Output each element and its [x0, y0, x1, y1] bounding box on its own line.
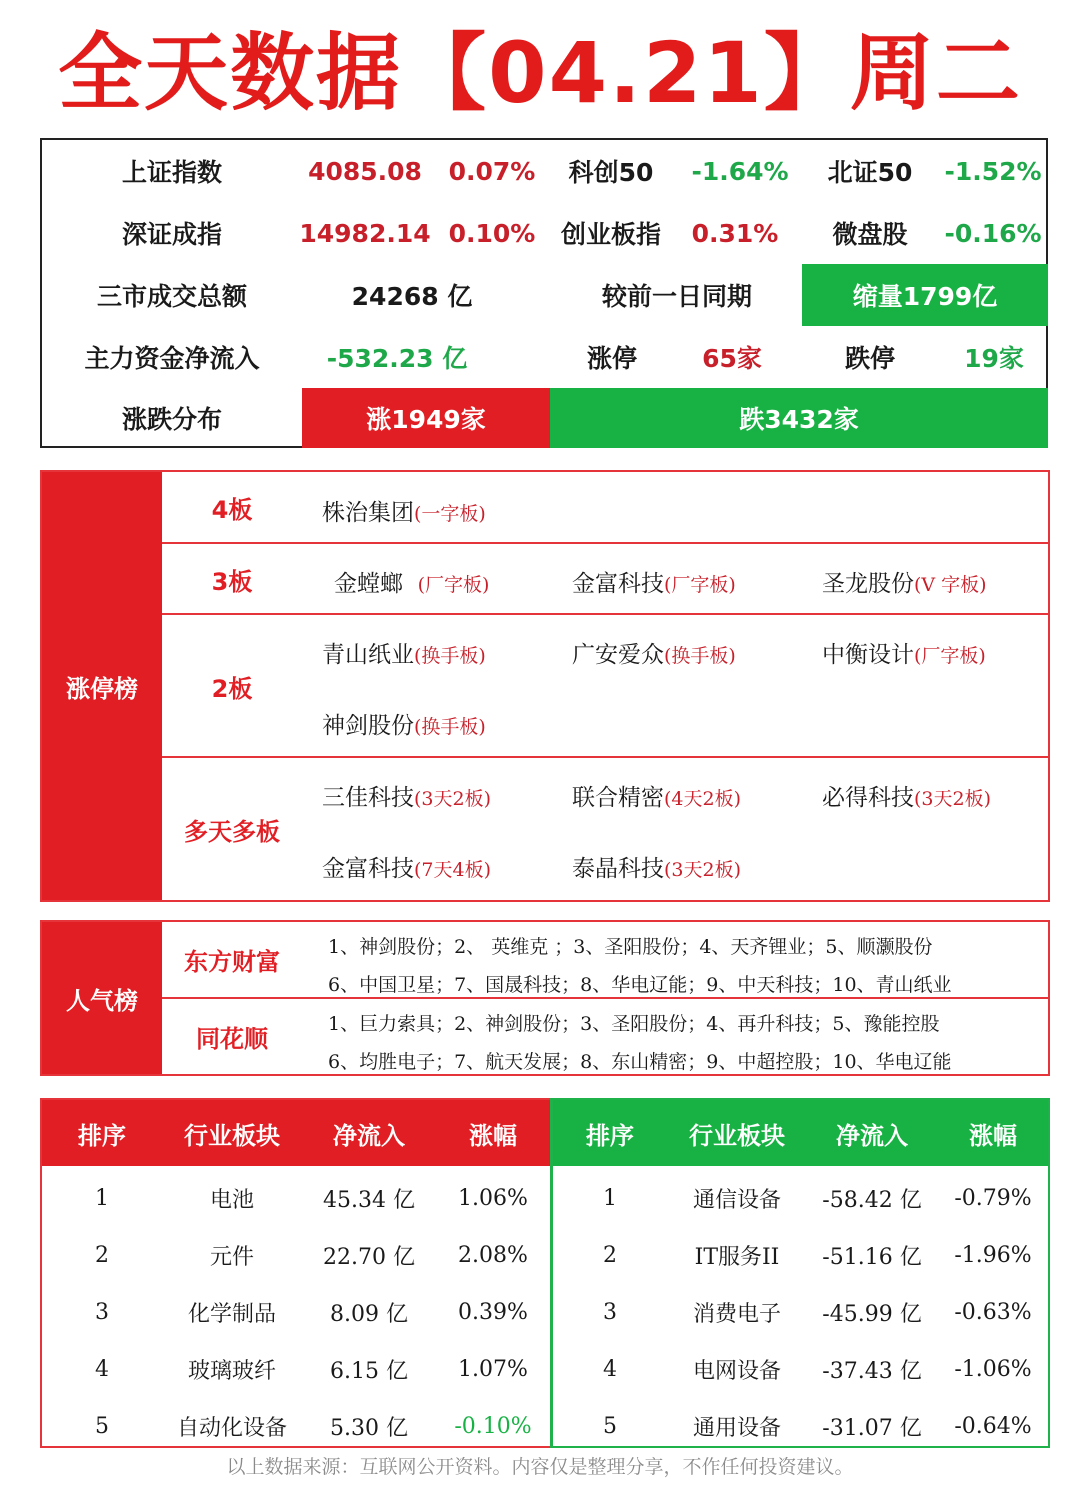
stock-item: 三佳科技(3天2板)	[322, 785, 492, 811]
level-4: 4板	[211, 495, 253, 524]
sector-cell: 玻璃玻纤	[187, 1359, 276, 1384]
bz50-label: 北证50	[827, 158, 913, 187]
change-cell: -1.06%	[954, 1357, 1032, 1382]
compare-label: 较前一日同期	[601, 282, 752, 311]
source-eastmoney: 东方财富	[184, 948, 280, 976]
stock-item: 必得科技(3天2板)	[822, 785, 992, 811]
change-cell: -1.96%	[954, 1243, 1032, 1268]
limitup-value: 65家	[702, 344, 762, 373]
rank-line: 6、中国卫星；7、国晟科技；8、华电辽能；9、中天科技；10、青山纸业	[328, 974, 952, 996]
market-summary	[40, 138, 1048, 448]
sector-cell: 消费电子	[692, 1302, 781, 1327]
change-cell: 1.06%	[458, 1186, 528, 1211]
rank-cell: 5	[95, 1414, 109, 1439]
col-rank-header: 排序	[586, 1121, 634, 1150]
popularity-board	[40, 920, 1050, 1076]
wp-label: 微盘股	[832, 220, 908, 249]
col-rank-header: 排序	[78, 1121, 126, 1150]
sector-cell: 通信设备	[692, 1188, 781, 1213]
wp-pct: -0.16%	[944, 218, 1042, 248]
stock-item: 青山纸业(换手板)	[322, 642, 486, 668]
inflow-cell: -51.16 亿	[822, 1245, 922, 1270]
stock-item: 圣龙股份(V 字板)	[822, 571, 987, 597]
inflow-cell: 6.15 亿	[330, 1359, 408, 1384]
rank-cell: 3	[95, 1300, 109, 1325]
sector-cell: 元件	[209, 1245, 254, 1270]
level-2: 2板	[211, 674, 253, 703]
rank-line: 1、神剑股份；2、 英维克 ；3、圣阳股份；4、天齐锂业；5、顺灏股份	[328, 936, 933, 958]
stock-item: 金富科技(7天4板)	[322, 856, 492, 882]
turnover-value: 24268 亿	[351, 282, 473, 311]
rank-cell: 4	[95, 1357, 109, 1382]
sector-cell: 电网设备	[692, 1359, 781, 1384]
flow-label: 主力资金净流入	[84, 344, 260, 373]
sector-cell: 通用设备	[692, 1416, 781, 1441]
rank-line: 6、均胜电子；7、航天发展；8、东山精密；9、中超控股；10、华电辽能	[328, 1051, 952, 1073]
inflow-cell: -37.43 亿	[822, 1359, 922, 1384]
outflow-sector-table	[550, 1098, 1050, 1448]
stock-item: 神剑股份(换手板)	[322, 713, 486, 739]
source-ths: 同花顺	[196, 1025, 268, 1053]
kc50-pct: -1.64%	[691, 156, 789, 186]
limitdown-value: 19家	[964, 344, 1024, 373]
change-cell: -0.10%	[454, 1414, 532, 1439]
col-inflow-header: 净流入	[333, 1121, 405, 1150]
sh-index-label: 上证指数	[121, 158, 222, 187]
cy-label: 创业板指	[560, 220, 661, 249]
col-inflow-header: 净流入	[836, 1121, 908, 1150]
change-cell: -0.79%	[954, 1186, 1032, 1211]
inflow-cell: -58.42 亿	[822, 1188, 922, 1213]
sector-cell: 自动化设备	[176, 1416, 287, 1441]
rank-cell: 2	[95, 1243, 109, 1268]
sz-index-pct: 0.10%	[448, 218, 536, 248]
inflow-sector-table	[40, 1098, 550, 1448]
level-multi: 多天多板	[184, 817, 280, 846]
sector-cell: 电池	[209, 1188, 254, 1213]
sz-index-value: 14982.14	[299, 218, 431, 248]
table-header	[42, 1100, 550, 1166]
sh-index-pct: 0.07%	[448, 156, 536, 186]
inflow-cell: 5.30 亿	[330, 1416, 408, 1441]
sz-index-label: 深证成指	[121, 220, 222, 249]
rank-cell: 4	[603, 1357, 617, 1382]
change-cell: 1.07%	[458, 1357, 528, 1382]
kc50-label: 科创50	[568, 158, 654, 187]
dist-label: 涨跌分布	[121, 405, 222, 434]
table-header	[553, 1100, 1048, 1166]
rank-cell: 1	[603, 1186, 617, 1211]
up-count-bar: 涨1949家	[302, 388, 550, 448]
change-cell: -0.63%	[954, 1300, 1032, 1325]
rank-cell: 5	[603, 1414, 617, 1439]
col-sector-header: 行业板块	[689, 1121, 785, 1150]
sector-cell: IT服务II	[694, 1245, 780, 1270]
col-change-header: 涨幅	[469, 1121, 517, 1150]
inflow-cell: 45.34 亿	[323, 1188, 415, 1213]
flow-value: -532.23 亿	[326, 344, 468, 373]
change-cell: -0.64%	[954, 1414, 1032, 1439]
down-count-bar: 跌3432家	[550, 388, 1048, 448]
stock-item: 联合精密(4天2板)	[572, 785, 742, 811]
rank-cell: 1	[95, 1186, 109, 1211]
change-cell: 2.08%	[458, 1243, 528, 1268]
sh-index-value: 4085.08	[308, 156, 422, 186]
inflow-cell: -45.99 亿	[822, 1302, 922, 1327]
col-sector-header: 行业板块	[184, 1121, 280, 1150]
rank-cell: 2	[603, 1243, 617, 1268]
inflow-cell: 22.70 亿	[323, 1245, 415, 1270]
bz50-pct: -1.52%	[944, 156, 1042, 186]
limitdown-label: 跌停	[844, 344, 895, 373]
sector-cell: 化学制品	[187, 1302, 276, 1327]
turnover-label: 三市成交总额	[96, 282, 247, 311]
cy-pct: 0.31%	[691, 218, 779, 248]
page-title: 全天数据【04.21】周二	[58, 24, 1022, 122]
inflow-cell: -31.07 亿	[822, 1416, 922, 1441]
stock-item: 金螳螂 (厂字板)	[334, 571, 490, 597]
col-change-header: 涨幅	[969, 1121, 1017, 1150]
level-3: 3板	[211, 567, 253, 596]
popularity-header: 人气榜	[42, 922, 162, 1074]
inflow-cell: 8.09 亿	[330, 1302, 408, 1327]
footer-disclaimer: 以上数据来源：互联网公开资料。内容仅是整理分享，不作任何投资建议。	[226, 1456, 854, 1478]
stock-item: 株治集团(一字板)	[322, 500, 486, 526]
compare-badge: 缩量1799亿	[802, 264, 1048, 326]
rank-line: 1、巨力索具；2、神剑股份；3、圣阳股份；4、再升科技；5、豫能控股	[328, 1013, 940, 1035]
stock-item: 泰晶科技(3天2板)	[572, 856, 742, 882]
limit-up-header: 涨停榜	[42, 472, 162, 900]
limitup-label: 涨停	[586, 344, 637, 373]
rank-cell: 3	[603, 1300, 617, 1325]
stock-item: 金富科技(厂字板)	[572, 571, 736, 597]
limit-up-board	[40, 470, 1050, 902]
change-cell: 0.39%	[458, 1300, 528, 1325]
stock-item: 广安爱众(换手板)	[572, 642, 736, 668]
stock-item: 中衡设计(厂字板)	[822, 642, 986, 668]
